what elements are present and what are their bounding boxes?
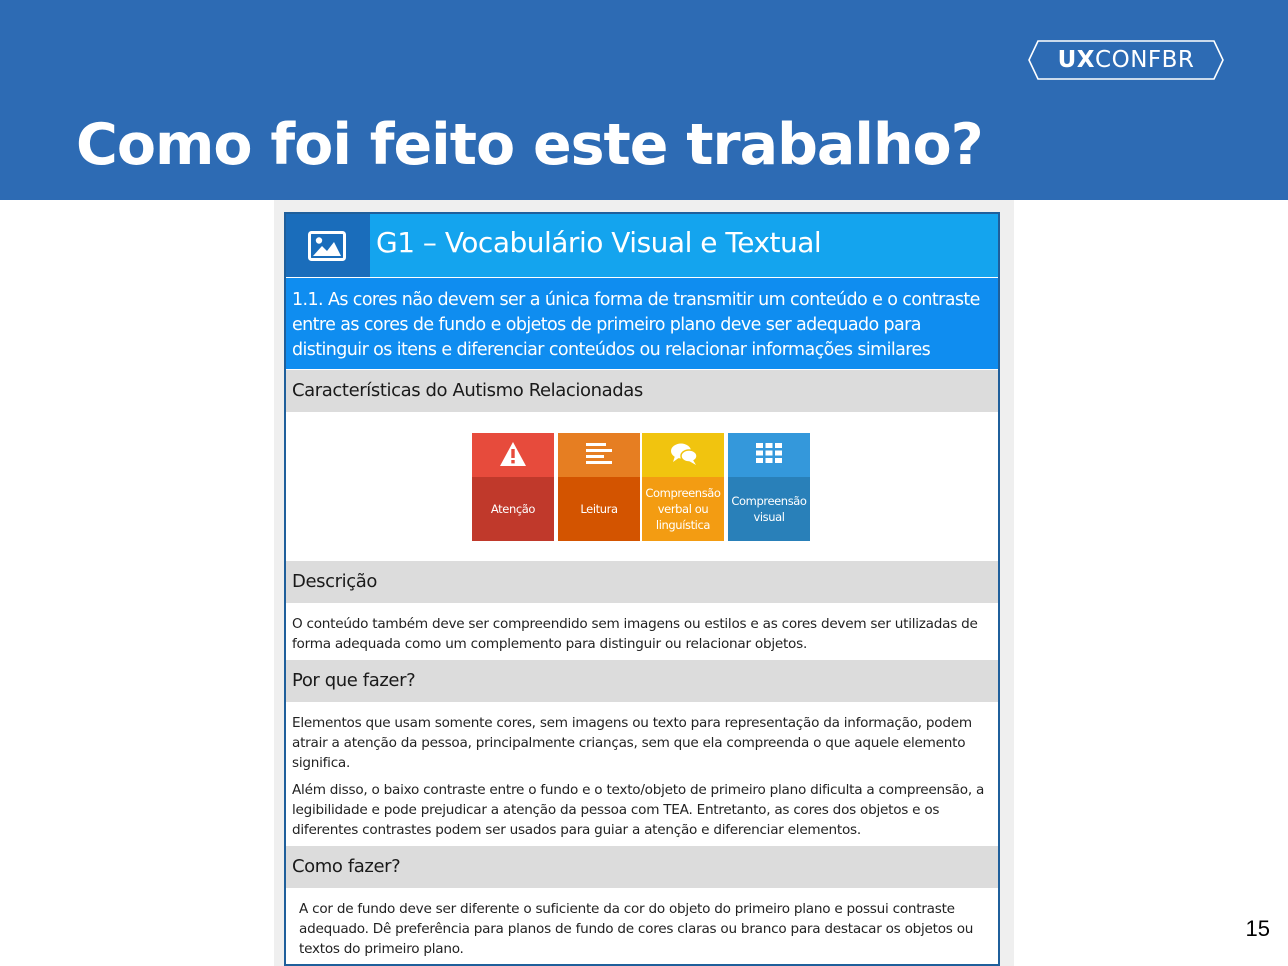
guideline-icon-box — [286, 214, 370, 277]
guideline-subtitle: 1.1. As cores não devem ser a única forma de transmitir um conteúdo e o contraste entre as cores de fundo e objetos de primeiro plano deve ser adequado para distinguir os itens e diferenciar conteúdos ou relacionar informações similares — [292, 290, 980, 360]
speech-bubbles-icon — [669, 441, 699, 467]
guideline-header — [286, 214, 998, 277]
tile-leitura — [558, 433, 640, 541]
why-heading-band — [286, 660, 998, 702]
grid-icon — [755, 441, 783, 465]
tile-compreensao-visual — [728, 433, 810, 541]
autism-characteristics-tiles — [472, 433, 814, 543]
slide-number: 15 — [1245, 916, 1270, 941]
logo-text-thin: CONFBR — [1095, 47, 1195, 73]
tile-atencao — [472, 433, 554, 541]
tile-label: Atenção — [490, 502, 536, 516]
warning-icon — [499, 441, 527, 467]
slide-title: Como foi feito este trabalho? — [76, 112, 983, 178]
guideline-subtitle-band — [286, 278, 998, 369]
guideline-title: G1 – Vocabulário Visual e Textual — [376, 226, 822, 259]
tile-label: Compreensão visual — [731, 494, 807, 524]
slide-header — [0, 0, 1288, 200]
text-lines-icon — [585, 441, 613, 465]
tile-compreensao-verbal — [642, 433, 724, 541]
characteristics-heading: Características do Autismo Relacionadas — [292, 380, 643, 401]
how-heading: Como fazer? — [292, 856, 401, 877]
tile-label: Compreensão verbal ou linguística — [645, 486, 721, 532]
characteristics-heading-band — [286, 370, 998, 412]
why-heading: Por que fazer? — [292, 670, 416, 691]
logo-text-bold: UX — [1057, 47, 1096, 73]
description-heading-band — [286, 561, 998, 603]
guideline-document — [284, 212, 1000, 966]
uxconfbr-logo — [1028, 40, 1224, 80]
how-heading-band — [286, 846, 998, 888]
description-text: O conteúdo também deve ser compreendido sem imagens ou estilos e as cores devem ser utilizadas de forma adequada como um complemento para distinguir ou relacionar objetos. — [292, 616, 978, 652]
why-text-1: Elementos que usam somente cores, sem imagens ou texto para representação da informação, podem atrair a atenção da pessoa, principalmente crianças, sem que ela compreenda o que aquele elemento significa. — [292, 715, 972, 771]
description-heading: Descrição — [292, 571, 377, 592]
how-text: A cor de fundo deve ser diferente o suficiente da cor do objeto do primeiro plano e possui contraste adequado. Dê preferência para planos de fundo de cores claras ou branco para destacar os objetos ou textos do primeiro plano. — [299, 901, 974, 957]
image-icon — [308, 231, 346, 261]
why-text-2: Além disso, o baixo contraste entre o fundo e o texto/objeto de primeiro plano dificulta a compreensão, a legibilidade e pode prejudicar a atenção da pessoa com TEA. Entretanto, as cores dos objetos e os diferentes contrastes podem ser usados para guiar a atenção e diferenciar elementos. — [292, 782, 985, 838]
tile-label: Leitura — [580, 502, 618, 516]
